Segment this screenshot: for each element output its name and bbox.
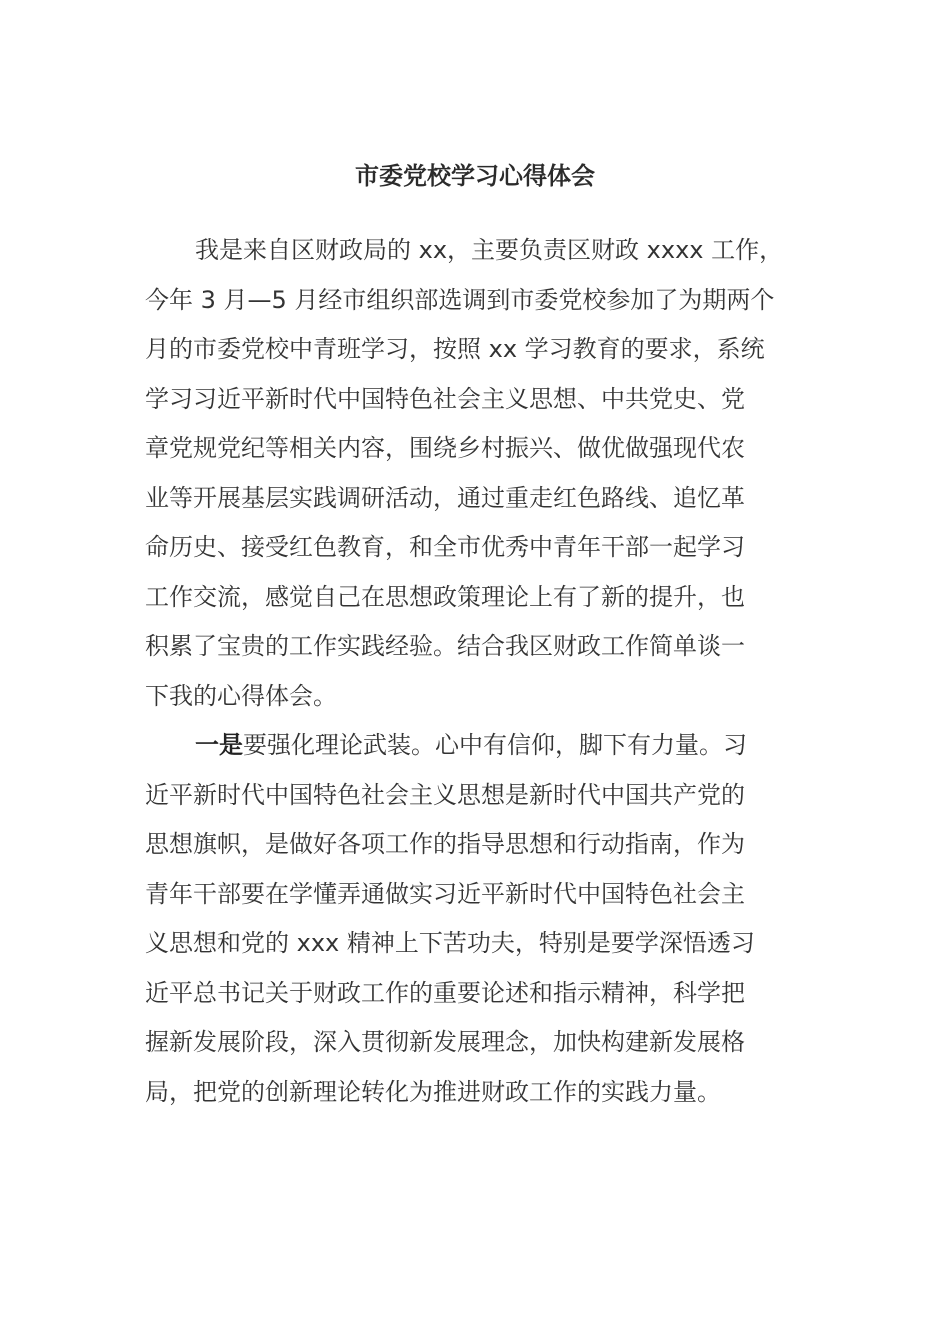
document-title: 市委党校学习心得体会 bbox=[355, 162, 595, 190]
paragraph-2-line: 握新发展阶段，深入贯彻新发展理念，加快构建新发展格 bbox=[145, 1028, 745, 1056]
paragraph-1-line: 积累了宝贵的工作实践经验。结合我区财政工作简单谈一 bbox=[145, 632, 745, 660]
paragraph-1-line: 月的市委党校中青班学习，按照 xx 学习教育的要求，系统 bbox=[145, 335, 765, 363]
paragraph-2-line: 近平总书记关于财政工作的重要论述和指示精神，科学把 bbox=[145, 978, 745, 1007]
paragraph-2-lead: 一是 bbox=[195, 731, 243, 759]
paragraph-1-line: 我是来自区财政局的 xx，主要负责区财政 xxxx 工作， bbox=[195, 236, 784, 264]
paragraph-1-line: 学习习近平新时代中国特色社会主义思想、中共党史、党 bbox=[145, 384, 745, 413]
paragraph-1-line: 章党规党纪等相关内容，围绕乡村振兴、做优做强现代农 bbox=[145, 434, 745, 462]
document-body bbox=[145, 226, 810, 1117]
paragraph-1-line: 今年 3 月—5 月经市组织部选调到市委党校参加了为期两个 bbox=[145, 285, 775, 314]
paragraph-2-line: 思想旗帜，是做好各项工作的指导思想和行动指南，作为 bbox=[145, 830, 745, 858]
paragraph-2-line: 青年干部要在学懂弄通做实习近平新时代中国特色社会主 bbox=[145, 879, 745, 908]
paragraph-2-line: 近平新时代中国特色社会主义思想是新时代中国共产党的 bbox=[145, 780, 745, 809]
paragraph-2-first-rest: 要强化理论武装。心中有信仰，脚下有力量。习 bbox=[243, 731, 747, 759]
paragraph-2-line: 局，把党的创新理论转化为推进财政工作的实践力量。 bbox=[145, 1077, 721, 1106]
paragraph-2-line: 义思想和党的 xxx 精神上下苦功夫，特别是要学深悟透习 bbox=[145, 929, 755, 957]
paragraph-1-line: 命历史、接受红色教育，和全市优秀中青年干部一起学习 bbox=[145, 533, 745, 561]
paragraph-1-line: 业等开展基层实践调研活动，通过重走红色路线、追忆革 bbox=[145, 483, 745, 512]
paragraph-2-first-line bbox=[145, 721, 810, 771]
paragraph-1-line: 下我的心得体会。 bbox=[145, 681, 337, 710]
paragraph-1-line: 工作交流，感觉自己在思想政策理论上有了新的提升，也 bbox=[145, 582, 745, 611]
